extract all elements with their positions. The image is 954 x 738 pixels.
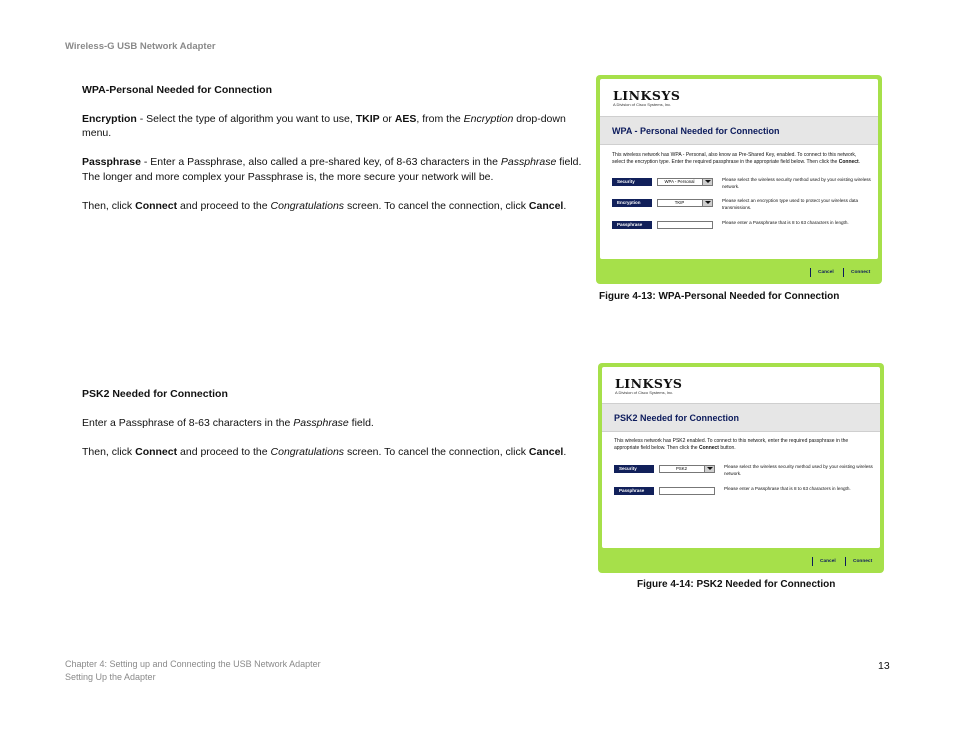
- footer-chapter: Chapter 4: Setting up and Connecting the USB Network Adapter: [65, 659, 321, 669]
- section-heading: PSK2 Needed for Connection: [82, 388, 228, 400]
- cancel-button[interactable]: Cancel: [812, 557, 836, 566]
- security-select[interactable]: WPA - Personal: [657, 178, 713, 186]
- passphrase-paragraph: Passphrase - Enter a Passphrase, also called a pre-shared key, of 8-63 characters in the Passphrase field. The longer and more complex your Passphrase is, the more secure your network will be.: [82, 156, 582, 183]
- security-help: Please select the wireless security method used by your existing wireless network.: [724, 464, 873, 476]
- footer-section: Setting Up the Adapter: [65, 671, 156, 682]
- title-band: [602, 403, 880, 432]
- linksys-logo: LINKSYS A Division of Cisco Systems, Inc.: [615, 376, 683, 395]
- passphrase-help: Please enter a Passphrase that is 8 to 63 characters in length.: [724, 486, 851, 491]
- connect-paragraph: Then, click Connect and proceed to the Congratulations screen. To cancel the connection, click Cancel.: [82, 445, 567, 458]
- running-footer: [65, 658, 321, 683]
- figure-psk2-screenshot: [598, 363, 884, 573]
- connect-button[interactable]: Connect: [845, 557, 872, 566]
- encryption-label: Encryption: [612, 199, 652, 207]
- connect-paragraph: Then, click Connect and proceed to the Congratulations screen. To cancel the connection, click Cancel.: [82, 199, 567, 212]
- page-number: 13: [878, 660, 890, 672]
- encryption-select[interactable]: TKIP: [657, 199, 713, 207]
- passphrase-input[interactable]: [659, 487, 715, 495]
- figure-wpa-personal-screenshot: [596, 75, 882, 284]
- dialog-title: PSK2 Needed for Connection: [614, 413, 740, 423]
- security-label: Security: [612, 178, 652, 186]
- section-heading: WPA-Personal Needed for Connection: [82, 84, 272, 96]
- encryption-paragraph: Encryption - Select the type of algorithm you want to use, TKIP or AES, from the Encryption drop-down menu.: [82, 112, 566, 139]
- connect-button[interactable]: Connect: [843, 268, 870, 277]
- linksys-logo: LINKSYS A Division of Cisco Systems, Inc.: [613, 88, 681, 107]
- chevron-down-icon[interactable]: [704, 466, 714, 472]
- running-header: Wireless-G USB Network Adapter: [65, 41, 216, 52]
- passphrase-input[interactable]: [657, 221, 713, 229]
- figure-caption: Figure 4-14: PSK2 Needed for Connection: [637, 579, 836, 590]
- figure-caption: Figure 4-13: WPA-Personal Needed for Connection: [599, 291, 840, 302]
- dialog-title: WPA - Personal Needed for Connection: [612, 126, 780, 136]
- title-band: [600, 116, 878, 145]
- encryption-help: Please select an encryption type used to protect your wireless data transmissions.: [722, 198, 859, 210]
- passphrase-help: Please enter a Passphrase that is 8 to 63 characters in length.: [722, 220, 849, 225]
- passphrase-paragraph: Enter a Passphrase of 8-63 characters in the Passphrase field.: [82, 416, 374, 429]
- dialog-description: This wireless network has PSK2 enabled. To connect to this network, enter the required passphrase in the appropriate field below. Then click the Connect button.: [614, 438, 849, 451]
- button-bar: [602, 552, 880, 570]
- dialog-description: This wireless network has WPA - Personal, also know as Pre-Shared Key, enabled. To connect to this network, select the encryption type. Enter the required passphrase in the appropriate field below. Then click the Connect.: [612, 152, 861, 165]
- cancel-button[interactable]: Cancel: [810, 268, 834, 277]
- passphrase-label: Passphrase: [612, 221, 652, 229]
- security-label: Security: [614, 465, 654, 473]
- chevron-down-icon[interactable]: [702, 179, 712, 185]
- button-bar: [600, 263, 878, 281]
- section-psk2: [82, 387, 582, 474]
- security-help: Please select the wireless security method used by your existing wireless network.: [722, 177, 871, 189]
- security-select[interactable]: PSK2: [659, 465, 715, 473]
- section-wpa-personal: [82, 83, 582, 228]
- chevron-down-icon[interactable]: [702, 200, 712, 206]
- passphrase-label: Passphrase: [614, 487, 654, 495]
